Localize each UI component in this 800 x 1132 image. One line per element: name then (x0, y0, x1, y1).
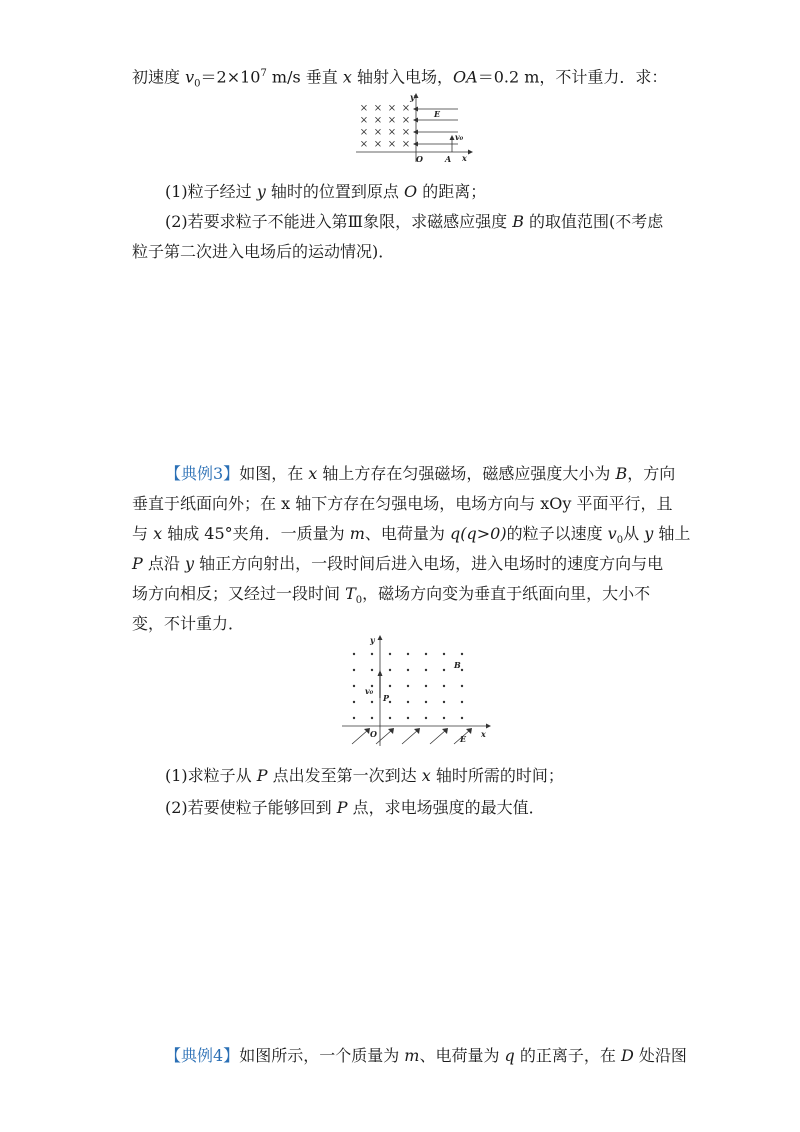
field-dot (389, 669, 391, 671)
field-dot (443, 653, 445, 655)
fig2-y-label: y (370, 635, 375, 645)
intro-line-1: 初速度 $v_0=2\times 10^7$ m/s 垂直 x 轴射入电场，OA＝0.2 m，不计重力．求： (132, 67, 668, 90)
field-dot (353, 669, 355, 671)
field-dot (407, 685, 409, 687)
svg-text:×: × (359, 115, 369, 126)
field-dot (461, 669, 463, 671)
fig2-B-label: B (454, 660, 461, 670)
field-dot (353, 685, 355, 687)
field-dot (443, 669, 445, 671)
field-dot (425, 653, 427, 655)
svg-text:×: × (401, 115, 411, 126)
fig2-v0-label: v₀ (365, 686, 374, 696)
svg-text:×: × (359, 127, 369, 138)
e-field-arrow (402, 730, 418, 744)
figure-magnetic-electric-field (340, 634, 492, 748)
field-dot (443, 701, 445, 703)
fig1-O-label: O (416, 154, 423, 164)
fig2-E-label: E (460, 734, 467, 744)
example3-line-3: 与 x 轴成 45°夹角．一质量为 m、电荷量为 q(q>0)的粒子以速度 $v_0$从 y 轴上 (132, 524, 691, 547)
example3-question-1: (1)求粒子从 P 点出发至第一次到达 x 轴时所需的时间； (165, 766, 564, 785)
figure-electric-field (352, 92, 474, 164)
field-dot (425, 701, 427, 703)
e-field-arrow (376, 730, 392, 744)
field-dot (371, 701, 373, 703)
field-dot (389, 701, 391, 703)
field-dot (461, 653, 463, 655)
svg-text:×: × (373, 103, 383, 114)
fig1-E-label: E (434, 109, 441, 119)
svg-text:×: × (401, 127, 411, 138)
example3-line-6: 变，不计重力． (132, 614, 245, 633)
fig2-x-label: x (481, 729, 486, 739)
field-dot (461, 701, 463, 703)
question-1: (1)粒子经过 y 轴时的位置到原点 O 的距离； (165, 182, 487, 201)
question-2: (2)若要求粒子不能进入第Ⅲ象限，求磁感应强度 B 的取值范围(不考虑 (165, 212, 664, 231)
field-dot (353, 701, 355, 703)
example4-tag: 【典例4】 (165, 1046, 240, 1065)
e-field-arrow (430, 730, 446, 744)
field-dot (461, 717, 463, 719)
svg-text:×: × (401, 103, 411, 114)
example3-line-1: 【典例3】如图，在 x 轴上方存在匀强磁场，磁感应强度大小为 B，方向 (165, 464, 676, 483)
example3-line-5: 场方向相反；又经过一段时间 $T_0$，磁场方向变为垂直于纸面向里，大小不 (132, 584, 651, 607)
svg-text:×: × (359, 103, 369, 114)
fig2-P-label: P (383, 693, 390, 703)
question-2-cont: 粒子第二次进入电场后的运动情况)． (132, 242, 395, 261)
fig2-O-label: O (370, 729, 377, 739)
example3-line-2: 垂直于纸面向外；在 x 轴下方存在匀强电场，电场方向与 xOy 平面平行，且 (132, 494, 673, 513)
svg-text:×: × (373, 127, 383, 138)
svg-text:×: × (401, 139, 411, 150)
field-dot (407, 717, 409, 719)
svg-text:×: × (387, 139, 397, 150)
example3-line-4: P 点沿 y 轴正方向射出，一段时间后进入电场，进入电场时的速度方向与电 (132, 554, 664, 573)
field-dot (407, 701, 409, 703)
e-field-arrow (352, 730, 368, 744)
field-dot (353, 653, 355, 655)
fig1-A-label: A (445, 154, 452, 164)
svg-text:×: × (359, 139, 369, 150)
field-dot (425, 685, 427, 687)
field-dot (353, 717, 355, 719)
svg-text:×: × (387, 103, 397, 114)
fig1-x-label: x (462, 153, 467, 163)
example3-tag: 【典例3】 (165, 464, 240, 483)
field-dot (443, 717, 445, 719)
svg-text:×: × (373, 115, 383, 126)
fig1-v0-label: v₀ (455, 132, 464, 142)
svg-text:×: × (387, 115, 397, 126)
field-dot (443, 685, 445, 687)
field-dot (461, 685, 463, 687)
field-dot (389, 653, 391, 655)
svg-text:×: × (387, 127, 397, 138)
field-dot (407, 653, 409, 655)
example4-line-1: 【典例4】如图所示，一个质量为 m、电荷量为 q 的正离子，在 D 处沿图 (165, 1046, 687, 1065)
field-dot (371, 717, 373, 719)
field-dot (407, 669, 409, 671)
field-dot (389, 717, 391, 719)
field-dot (371, 653, 373, 655)
field-dot (389, 685, 391, 687)
example3-question-2: (2)若要使粒子能够回到 P 点，求电场强度的最大值． (165, 798, 545, 817)
svg-text:×: × (373, 139, 383, 150)
fig1-y-label: y (410, 92, 415, 102)
field-dot (425, 717, 427, 719)
field-dot (425, 669, 427, 671)
field-dot (371, 669, 373, 671)
